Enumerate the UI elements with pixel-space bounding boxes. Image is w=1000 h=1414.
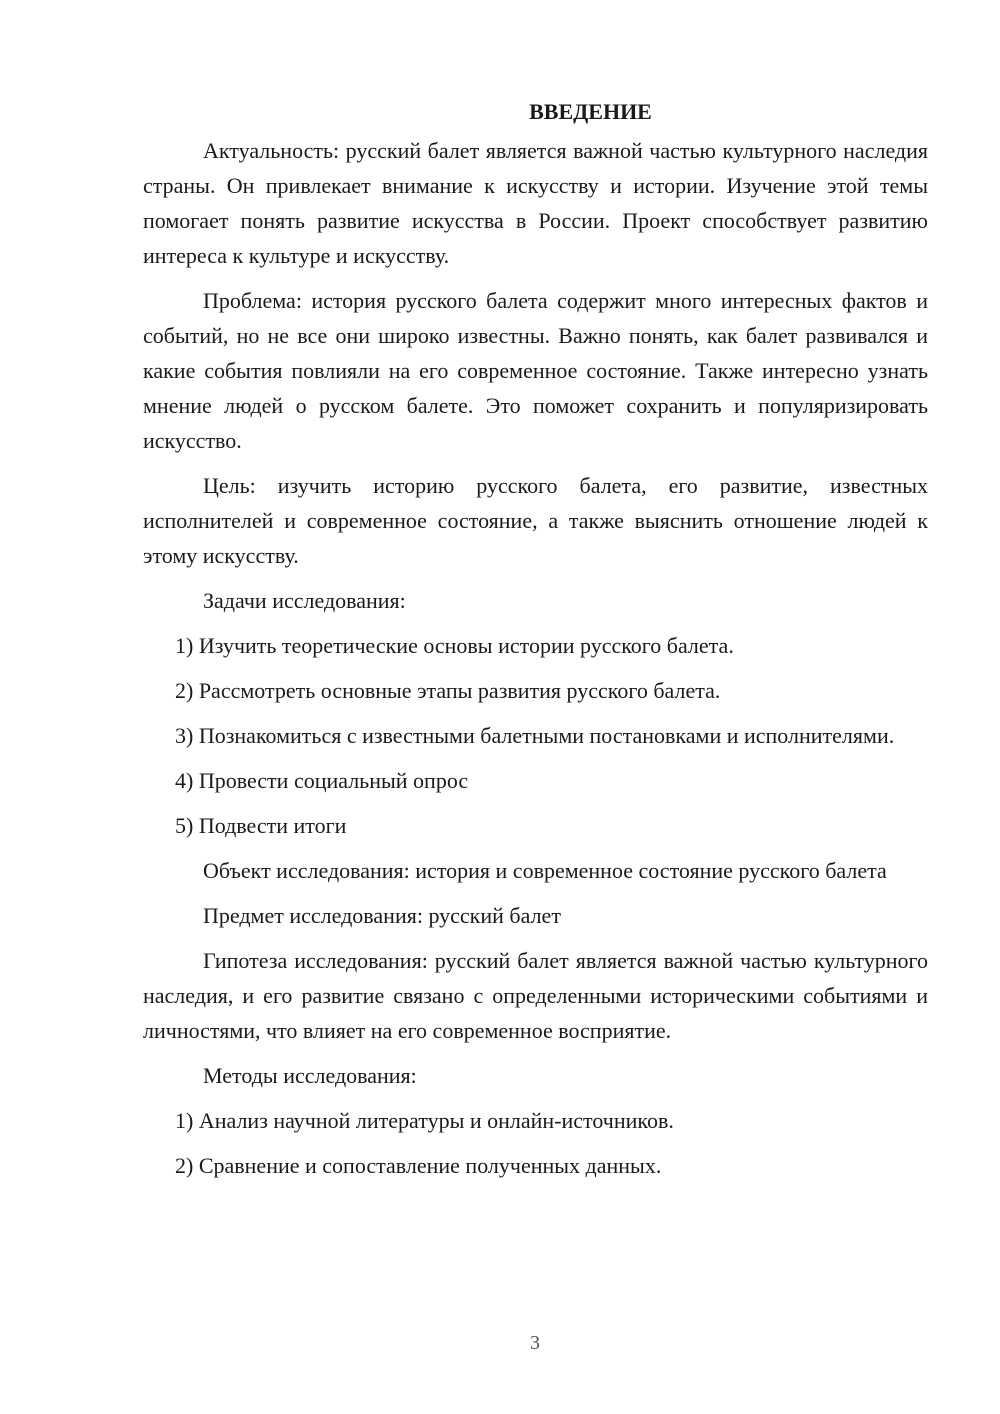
method-item: 2) Сравнение и сопоставление полученных данных. [175, 1153, 662, 1178]
goal-paragraph: Цель: изучить историю русского балета, его развитие, известных исполнителей и современное состояние, а также выяснить отношение людей к этому искусству. [143, 473, 928, 568]
task-item: 2) Рассмотреть основные этапы развития русского балета. [175, 678, 721, 703]
page-number: 3 [530, 1332, 540, 1354]
task-item: 1) Изучить теоретические основы истории русского балета. [175, 633, 734, 658]
problem-paragraph: Проблема: история русского балета содержит много интересных фактов и событий, но не все они широко известны. Важно понять, как балет развивался и какие события повлияли на его современное состояние. Также интересно узнать мнение людей о русском балете. Это поможет сохранить и популяризировать искусство. [143, 288, 928, 453]
methods-heading: Методы исследования: [203, 1063, 417, 1088]
task-item: 3) Познакомиться с известными балетными постановками и исполнителями. [175, 723, 895, 748]
tasks-heading: Задачи исследования: [203, 588, 406, 613]
relevance-paragraph: Актуальность: русский балет является важной частью культурного наследия страны. Он привлекает внимание к искусству и истории. Изучение этой темы помогает понять развитие искусства в России. Проект способствует развитию интереса к культуре и искусству. [143, 138, 928, 268]
document-page [143, 98, 928, 1193]
subject-paragraph: Предмет исследования: русский балет [203, 903, 561, 928]
task-item: 4) Провести социальный опрос [175, 768, 469, 793]
object-paragraph: Объект исследования: история и современное состояние русского балета [203, 858, 887, 883]
method-item: 1) Анализ научной литературы и онлайн-источников. [175, 1108, 674, 1133]
hypothesis-paragraph: Гипотеза исследования: русский балет является важной частью культурного наследия, и его развитие связано с определенными историческими событиями и личностями, что влияет на его современное восприятие. [143, 948, 928, 1043]
task-item: 5) Подвести итоги [175, 813, 347, 838]
page-title: ВВЕДЕНИЕ [529, 99, 652, 124]
